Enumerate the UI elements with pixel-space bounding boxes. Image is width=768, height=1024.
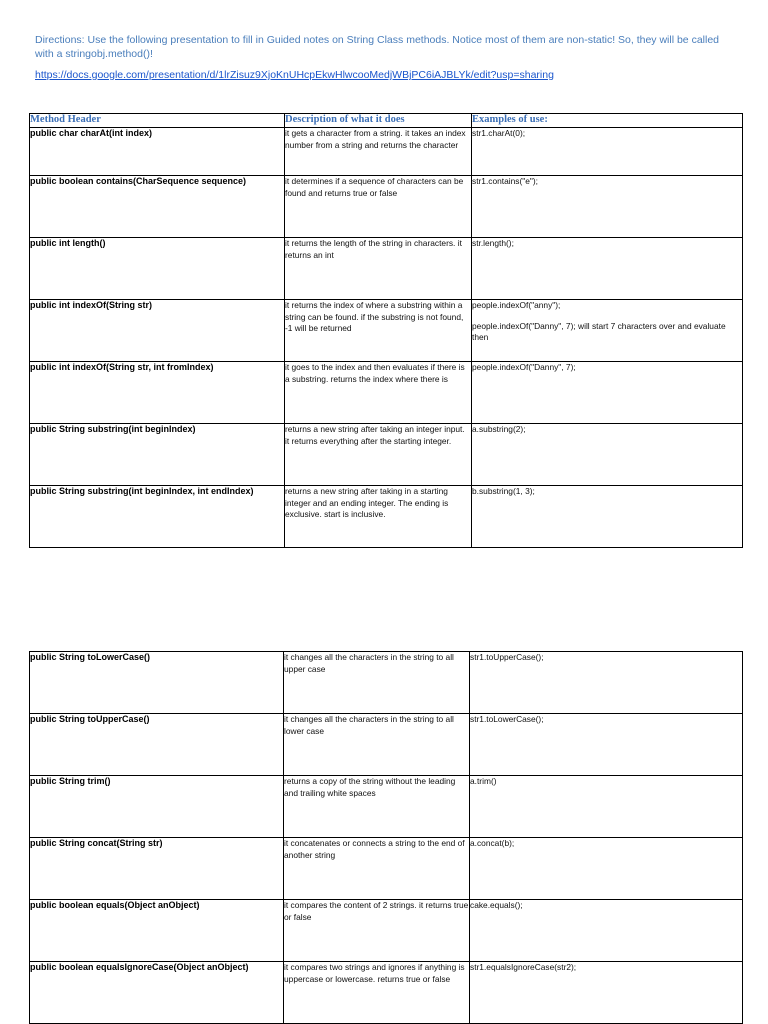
table-row: [30, 838, 743, 900]
method-header: public String concat(String str): [30, 838, 284, 900]
method-description: returns a copy of the string without the leading and trailing white spaces: [284, 776, 470, 838]
table-row: [30, 128, 743, 176]
method-header: public String trim(): [30, 776, 284, 838]
table-row: [30, 900, 743, 962]
table-row: [30, 652, 743, 714]
method-example: a.concat(b);: [470, 838, 743, 900]
table-row: [30, 486, 743, 548]
table-row: [30, 776, 743, 838]
table-row: [30, 962, 743, 1024]
method-example: people.indexOf("anny");: [472, 300, 561, 310]
methods-table-2: [29, 651, 743, 1024]
table-row: [30, 424, 743, 486]
table-row: [30, 176, 743, 238]
method-description: it goes to the index and then evaluates if there is a substring. returns the index where there is: [285, 362, 472, 424]
method-header: public boolean equalsIgnoreCase(Object anObject): [30, 962, 284, 1024]
method-example: cake.equals();: [470, 900, 743, 962]
method-header: public String substring(int beginIndex): [30, 424, 285, 486]
table-row: [30, 714, 743, 776]
method-example: str1.toLowerCase();: [470, 714, 743, 776]
method-header: public String toUpperCase(): [30, 714, 284, 776]
methods-table-1: [29, 113, 743, 548]
table-row: [30, 238, 743, 300]
method-example: a.substring(2);: [472, 424, 743, 486]
method-description: returns a new string after taking an integer input. it returns everything after the starting integer.: [285, 424, 472, 486]
table-row: [30, 362, 743, 424]
method-header: public int length(): [30, 238, 285, 300]
method-example: a.trim(): [470, 776, 743, 838]
method-example: str1.contains("e");: [472, 176, 743, 238]
table-header-row: [30, 114, 743, 128]
method-example: b.substring(1, 3);: [472, 486, 743, 548]
header-examples: Examples of use:: [472, 114, 743, 128]
method-description: it determines if a sequence of characters can be found and returns true or false: [285, 176, 472, 238]
method-header: public char charAt(int index): [30, 128, 285, 176]
method-header: public int indexOf(String str, int fromIndex): [30, 362, 285, 424]
method-header: public String toLowerCase(): [30, 652, 284, 714]
method-description: it changes all the characters in the string to all lower case: [284, 714, 470, 776]
method-description: it returns the index of where a substring within a string can be found. if the substring is not found, -1 will be returned: [285, 300, 472, 362]
method-example-cell: [472, 300, 743, 362]
method-description: it compares the content of 2 strings. it returns true or false: [284, 900, 470, 962]
method-example: str1.charAt(0);: [472, 128, 743, 176]
method-description: it concatenates or connects a string to the end of another string: [284, 838, 470, 900]
method-description: it gets a character from a string. it takes an index number from a string and returns the character: [285, 128, 472, 176]
method-example: str1.toUpperCase();: [470, 652, 743, 714]
table-row: [30, 300, 743, 362]
method-header: public boolean equals(Object anObject): [30, 900, 284, 962]
header-method: Method Header: [30, 114, 285, 128]
presentation-link[interactable]: https://docs.google.com/presentation/d/1lrZisuz9XjoKnUHcpEkwHlwcooMedjWBjPC6iAJBLYk/edit?usp=sharing: [35, 69, 554, 81]
method-description: it changes all the characters in the string to all upper case: [284, 652, 470, 714]
method-header: public boolean contains(CharSequence sequence): [30, 176, 285, 238]
method-example: people.indexOf("Danny", 7);: [472, 362, 743, 424]
method-header: public String substring(int beginIndex, int endIndex): [30, 486, 285, 548]
directions-text: Directions: Use the following presentation to fill in Guided notes on String Class methods. Notice most of them are non-static! So, they will be called with a stringobj.method()!: [35, 34, 720, 60]
method-example: str.length();: [472, 238, 743, 300]
method-example-2: people.indexOf("Danny", 7); will start 7 characters over and evaluate then: [472, 320, 726, 342]
method-description: returns a new string after taking in a starting integer and an ending integer. The ending is exclusive. start is inclusive.: [285, 486, 472, 548]
header-description: Description of what it does: [285, 114, 472, 128]
method-example: str1.equalsIgnoreCase(str2);: [470, 962, 743, 1024]
method-description: it compares two strings and ignores if anything is uppercase or lowercase. returns true or false: [284, 962, 470, 1024]
method-header: public int indexOf(String str): [30, 300, 285, 362]
method-description: it returns the length of the string in characters. it returns an int: [285, 238, 472, 300]
